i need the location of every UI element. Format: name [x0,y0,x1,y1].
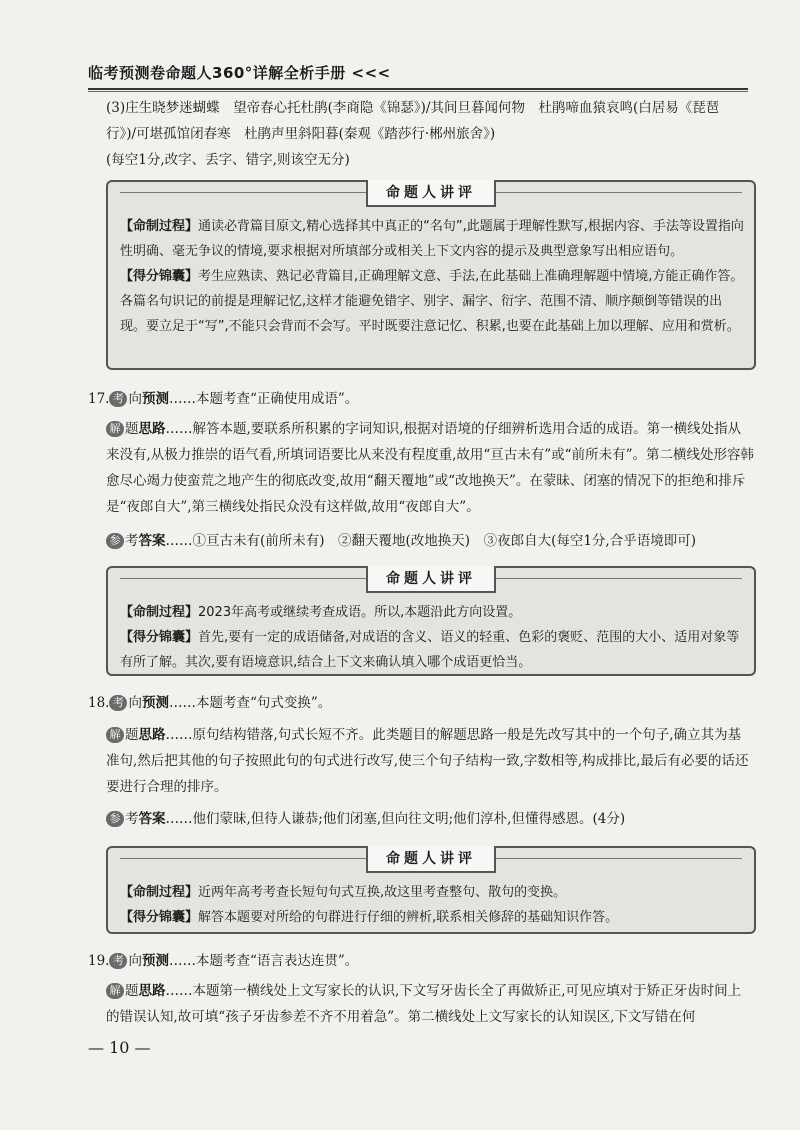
tips-text: 考生应熟读、熟记必背篇目,正确理解文意、手法,在此基础上准确理解题中情境,方能正确作答。各篇名句识记的前提是理解记忆,这样才能避免错字、别字、漏字、衍字、范围不清、顺序颠倒等错误的出现。要立足于“写”,不能只会背而不会写。平时既要注意记忆、积累,也要在此基础上加以理解、应用和赏析。 [120,269,744,334]
xiang-char: 向 [128,391,142,407]
approach-text: ……解答本题,要联系所积累的字词知识,根据对语境的仔细辨析选用合适的成语。第一横线处指从来没有,从极力推崇的语气看,所填词语要比从来没有程度重,故用“亘古未有”或“前所未有”。第二横线处形容韩愈尽心竭力使蛮荒之地产生的彻底改变,故用“翻天覆地”或“改地换天”。在蒙昧、闭塞的情况下的拒绝和排斥是“夜郎自大”,第三横线处指民众没有这样做,故用“夜郎自大”。 [106,421,754,515]
commentary-box-title: 命题人讲评 [366,180,496,207]
page-number: — 10 — [88,1038,151,1057]
label-answer: 答案 [138,533,166,549]
q17-approach: 解 题思路……解答本题,要联系所积累的字词知识,根据对语境的仔细辨析选用合适的成语。第一横线处指从来没有,从极力推崇的语气看,所填词语要比从来没有程度重,故用“亘古未有”或“前所未有”。第二横线处形容韩愈尽心竭力使蛮荒之地产生的彻底改变,故用“翻天覆地”或“改地换天”。在蒙昧、闭塞的情况下的拒绝和排斥是“夜郎自大”,第三横线处指民众没有这样做,故用“夜郎自大”。 [106,421,754,515]
kao-badge: 考 [109,391,127,407]
header-rule [88,88,748,90]
q17-prediction [88,386,754,412]
q19-prediction: 19. 考 向预测……本题考查“语言表达连贯”。 [88,953,359,969]
q18-answer: 参 考答案……他们蒙昧,但待人谦恭;他们闭塞,但向往文明;他们淳朴,但懂得感恩。(4分) [106,806,754,832]
tips-text: 首先,要有一定的成语储备,对成语的含义、语义的轻重、色彩的褒贬、范围的大小、适用对象等有所了解。其次,要有语境意识,结合上下文来确认填入哪个成语更恰当。 [120,630,740,670]
label-approach: 思路 [138,421,166,437]
commentary-box-3: 命题人讲评 【命制过程】近两年高考考查长短句句式互换,故这里考查整句、散句的变换。 【得分锦囊】解答本题要对所给的句群进行仔细的辨析,联系相关修辞的基础知识作答。 [106,846,756,934]
commentary-box-title: 命题人讲评 [366,566,496,593]
tag-process: 【命制过程】 [120,219,199,234]
tag-tips: 【得分锦囊】 [120,630,199,645]
label-prediction: 预测 [141,391,169,407]
commentary-box-title: 命题人讲评 [366,846,496,873]
can-badge: 参 [106,533,124,549]
process-text: 2023年高考或继续考查成语。所以,本题沿此方向设置。 [198,605,522,620]
q18-approach: 解 题思路……原句结构错落,句式长短不齐。此类题目的解题思路一般是先改写其中的一个句子,确立其为基准句,然后把其他的句子按照此句的句式进行改写,使三个句子结构一致,字数相等,构成排比,最后有必要的话还要进行合理的排序。 [106,727,749,795]
prediction-text: ……本题考查“正确使用成语”。 [168,391,359,407]
tag-tips: 【得分锦囊】 [120,269,199,284]
q16-answer-line2: 行》)/可堪孤馆闭春寒 杜鹃声里斜阳暮(秦观《踏莎行·郴州旅舍》) [106,126,496,142]
process-text: 通读必背篇目原文,精心选择其中真正的“名句”,此题属于理解性默写,根据内容、手法等设置指向性明确、毫无争议的情境,要求根据对所填部分或相关上下文内容的提示及典型意象写出相应语句。 [120,219,744,259]
answer-text: ……①亘古未有(前所未有) ②翻天覆地(改地换天) ③夜郎自大(每空1分,合乎语境即可) [165,533,696,549]
q16-answer-line1: (3)庄生晓梦迷蝴蝶 望帝春心托杜鹃(李商隐《锦瑟》)/其间旦暮闻何物 杜鹃啼血猿哀鸣(白居易《琵琶 [106,100,720,116]
commentary-box-1 [106,180,756,370]
jie-badge: 解 [106,421,124,437]
commentary-box-2 [106,566,756,676]
question-number: 17. [88,391,110,407]
q19-approach: 解 题思路……本题第一横线处上文写家长的认识,下文写牙齿长全了再做矫正,可见应填对于矫正牙齿时间上的错误认知,故可填“孩子牙齿参差不齐不用着急”。第二横线处上文写家长的认知误区,下文写错在何 [106,983,742,1025]
tag-process: 【命制过程】 [120,605,199,620]
q17-answer: 参 考答案……①亘古未有(前所未有) ②翻天覆地(改地换天) ③夜郎自大(每空1分,合乎语境即可) [106,528,754,554]
q16-scoring-note: (每空1分,改字、丢字、错字,则该空无分) [106,152,350,168]
q18-prediction: 18. 考 向预测……本题考查“句式变换”。 [88,695,332,711]
header-rule-thin [88,91,748,92]
running-header: 临考预测卷命题人360°详解全析手册 <<< [88,64,391,82]
